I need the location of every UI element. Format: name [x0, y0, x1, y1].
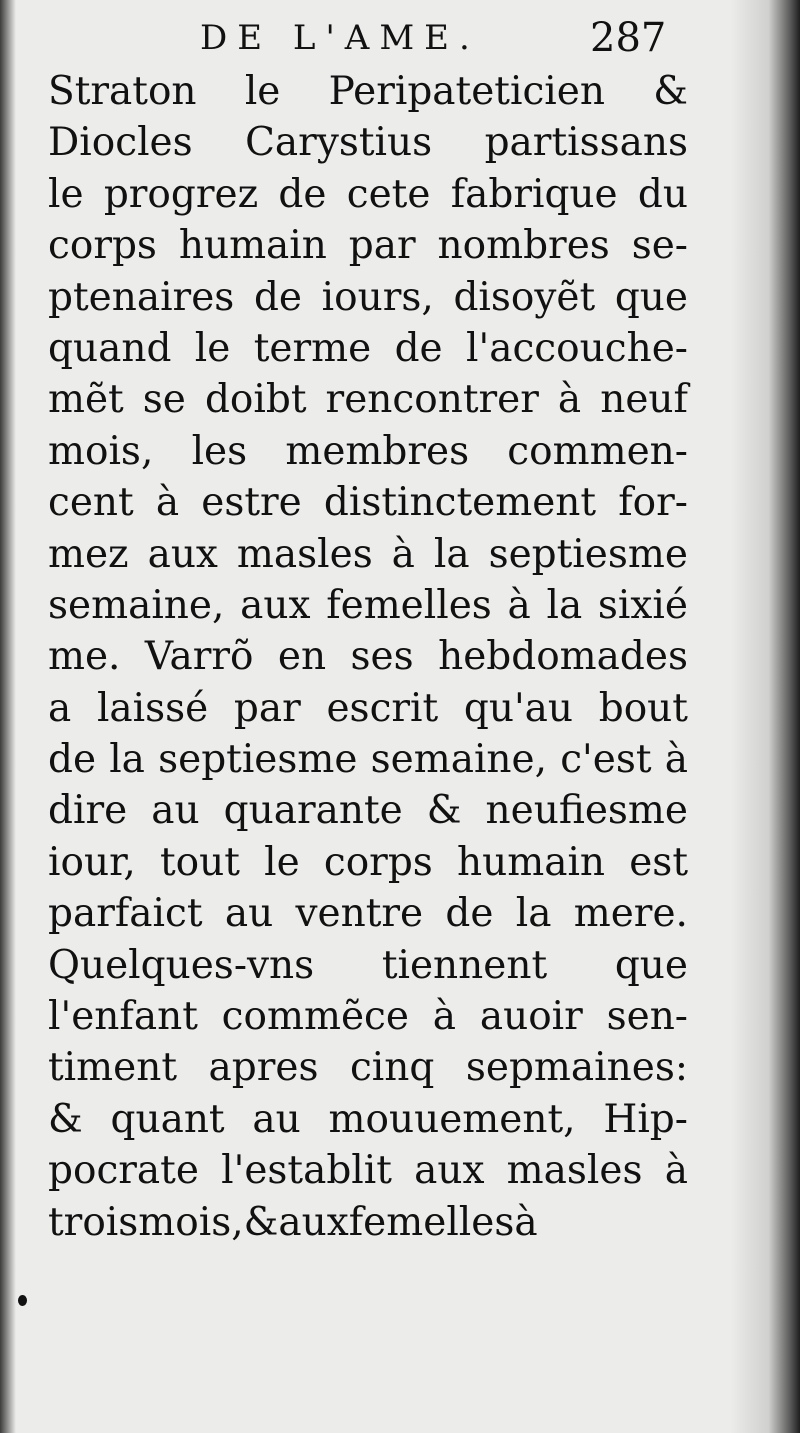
- page-gutter-shadow: [0, 0, 16, 1433]
- page-edge-shadow: [730, 0, 800, 1433]
- text-line: le progrez de cete fabrique du: [48, 171, 688, 217]
- ink-spot: [18, 1295, 27, 1306]
- text-line: trois mois, & aux femelles à: [48, 1199, 538, 1245]
- text-line: Straton le Peripateticien &: [48, 69, 688, 114]
- text-line: timent apres cinq sepmaines:: [48, 1045, 688, 1091]
- text-line: quand le terme de l'accouche-: [48, 325, 688, 371]
- text-line: Diocles Carystius partissans: [48, 120, 688, 166]
- text-line: de la septiesme semaine, c'est à: [48, 737, 688, 783]
- text-line: mois, les membres commen-: [48, 428, 688, 474]
- text-line: me. Varrõ en ses hebdomades: [48, 634, 688, 680]
- page-number: 287: [590, 15, 667, 61]
- text-line: dire au quarante & neufiesme: [48, 788, 688, 834]
- text-line: Quelques-vns tiennent que: [48, 942, 688, 988]
- text-line: parfaict au ventre de la mere.: [48, 891, 688, 937]
- running-head: DE L'AME.: [200, 18, 480, 58]
- text-line: pocrate l'establit aux masles à: [48, 1148, 688, 1194]
- text-line: a laissé par escrit qu'au bout: [48, 685, 688, 731]
- text-line: l'enfant commẽce à auoir sen-: [48, 994, 688, 1040]
- text-line: semaine, aux femelles à la sixié: [48, 582, 688, 628]
- text-line: mẽt se doibt rencontrer à neuf: [48, 377, 688, 423]
- text-line: & quant au mouuement, Hip-: [48, 1096, 688, 1142]
- text-line: ptenaires de iours, disoyẽt que: [48, 274, 688, 320]
- text-line: iour, tout le corps humain est: [48, 839, 688, 885]
- body-text: [48, 66, 688, 1248]
- text-line: mez aux masles à la septiesme: [48, 531, 688, 577]
- text-line: corps humain par nombres se-: [48, 223, 688, 269]
- text-line: cent à estre distinctement for-: [48, 480, 688, 526]
